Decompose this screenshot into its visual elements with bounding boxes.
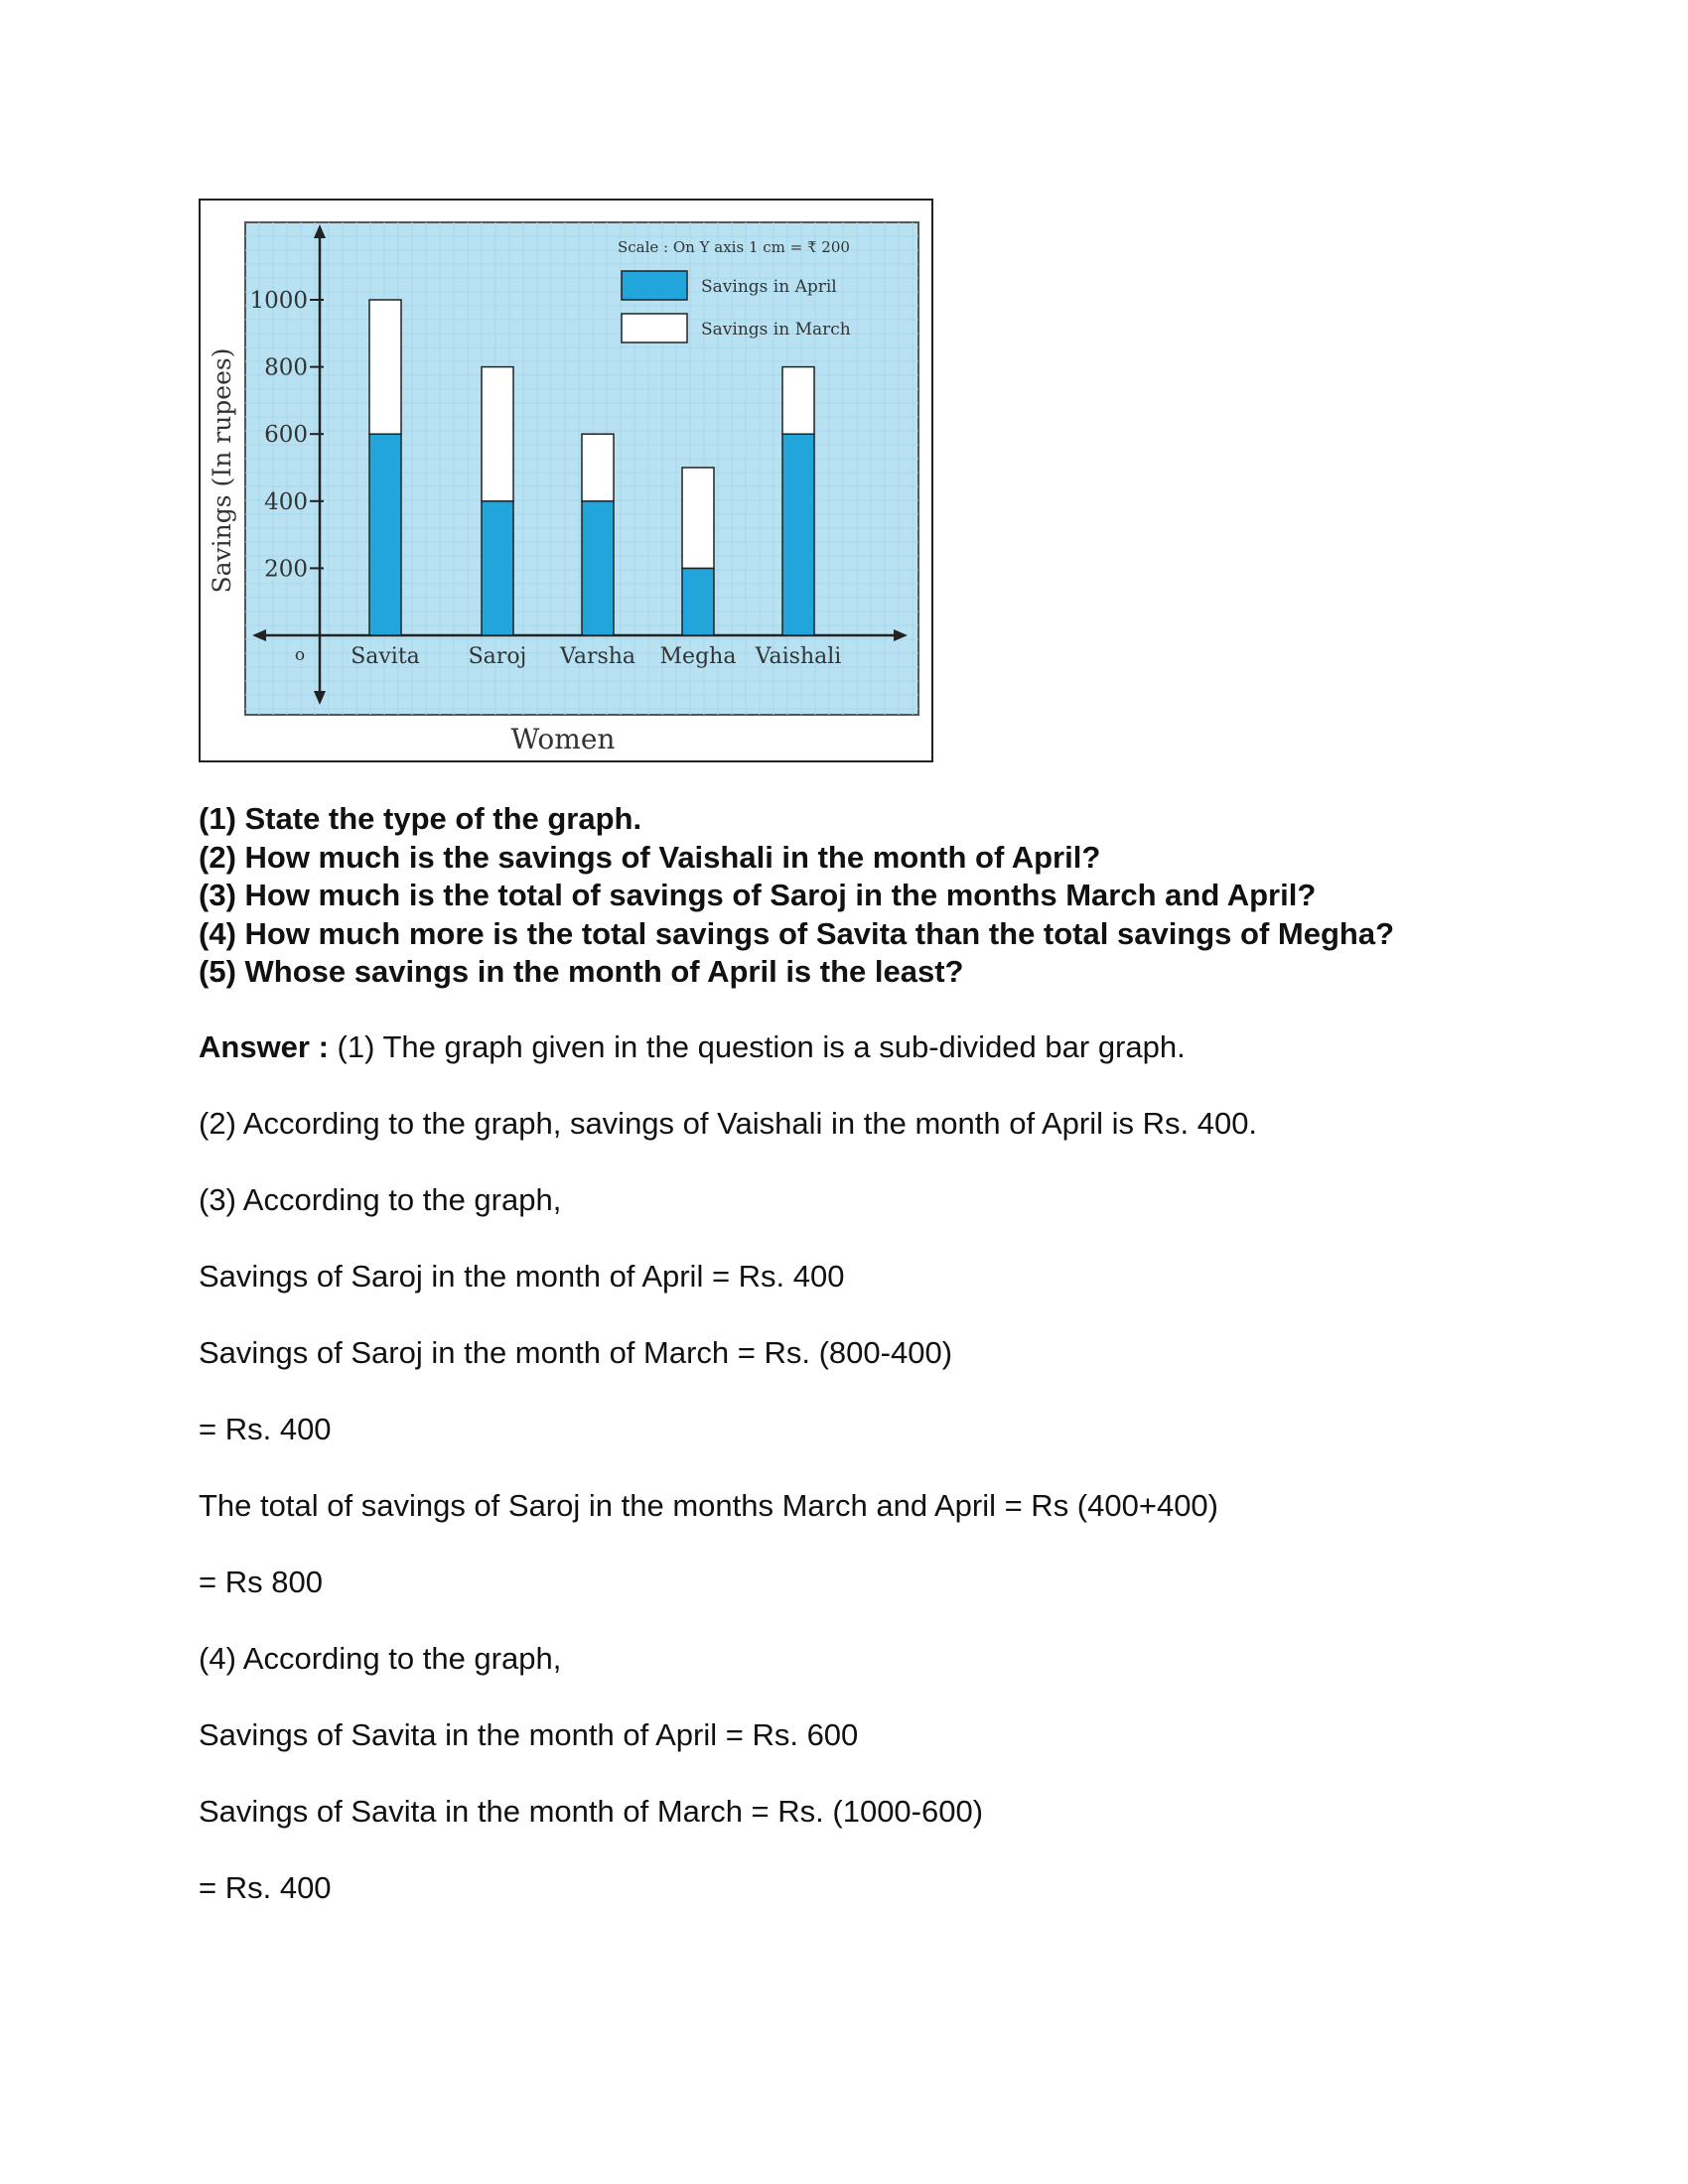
bar-april-vaishali	[782, 434, 814, 635]
answer-text-1: (1) The graph given in the question is a sub-divided bar graph.	[328, 1029, 1186, 1064]
answer-line-7: The total of savings of Saroj in the months March and April = Rs (400+400)	[199, 1488, 1218, 1523]
answer-line-1	[199, 1028, 1589, 1105]
legend-label-march: Savings in March	[701, 320, 851, 340]
bar-march-vaishali	[782, 367, 814, 435]
legend-label-april: Savings in April	[701, 277, 837, 297]
answer-line-12: = Rs. 400	[199, 1870, 332, 1905]
question-4: (4) How much more is the total savings of Savita than the total savings of Megha?	[199, 915, 1395, 951]
answer-line-2: (2) According to the graph, savings of Vaishali in the month of April is Rs. 400.	[199, 1106, 1258, 1141]
legend-swatch-march	[622, 314, 687, 342]
question-1: (1) State the type of the graph.	[199, 801, 642, 836]
bar-chart	[201, 201, 931, 760]
x-tick-label: Vaishali	[755, 644, 842, 669]
x-tick-label: Varsha	[559, 644, 636, 669]
bar-april-saroj	[482, 501, 513, 635]
y-tick-label: 600	[264, 422, 308, 449]
bar-april-varsha	[582, 501, 614, 635]
answer-line-10: Savings of Savita in the month of April = Rs. 600	[199, 1717, 859, 1752]
bar-march-megha	[682, 468, 714, 568]
question-2: (2) How much is the savings of Vaishali in the month of April?	[199, 839, 1101, 875]
answer-line-11: Savings of Savita in the month of March = Rs. (1000-600)	[199, 1794, 984, 1829]
question-3: (3) How much is the total of savings of Saroj in the months March and April?	[199, 878, 1317, 912]
y-axis-label: Savings (In rupees)	[208, 347, 236, 594]
x-axis-label: Women	[510, 723, 616, 755]
scale-note: Scale : On Y axis 1 cm = ₹ 200	[618, 238, 850, 256]
answer-line-8: = Rs 800	[199, 1565, 323, 1599]
bar-march-saroj	[482, 367, 513, 501]
answer-section	[199, 1028, 1589, 1946]
bar-april-savita	[369, 434, 401, 635]
answer-line-4: Savings of Saroj in the month of April = Rs. 400	[199, 1259, 845, 1294]
bar-march-savita	[369, 300, 401, 434]
origin-label: o	[294, 645, 306, 665]
x-tick-label: Megha	[659, 644, 737, 669]
question-5: (5) Whose savings in the month of April is the least?	[199, 954, 964, 989]
answer-label: Answer :	[199, 1029, 329, 1064]
questions-list	[199, 800, 1589, 992]
answer-line-3: (3) According to the graph,	[199, 1182, 562, 1217]
bar-march-varsha	[582, 434, 614, 501]
x-tick-label: Savita	[351, 644, 420, 669]
y-tick-label: 200	[264, 556, 308, 583]
x-tick-label: Saroj	[468, 644, 527, 669]
bar-chart-figure	[199, 199, 933, 762]
y-tick-label: 400	[264, 488, 308, 515]
legend-swatch-april	[622, 271, 687, 300]
y-tick-label: 1000	[249, 288, 308, 314]
answer-line-5: Savings of Saroj in the month of March = Rs. (800-400)	[199, 1335, 953, 1370]
y-tick-label: 800	[264, 354, 308, 381]
answer-line-6: = Rs. 400	[199, 1412, 332, 1446]
bar-april-megha	[682, 568, 714, 635]
answer-line-9: (4) According to the graph,	[199, 1641, 562, 1676]
